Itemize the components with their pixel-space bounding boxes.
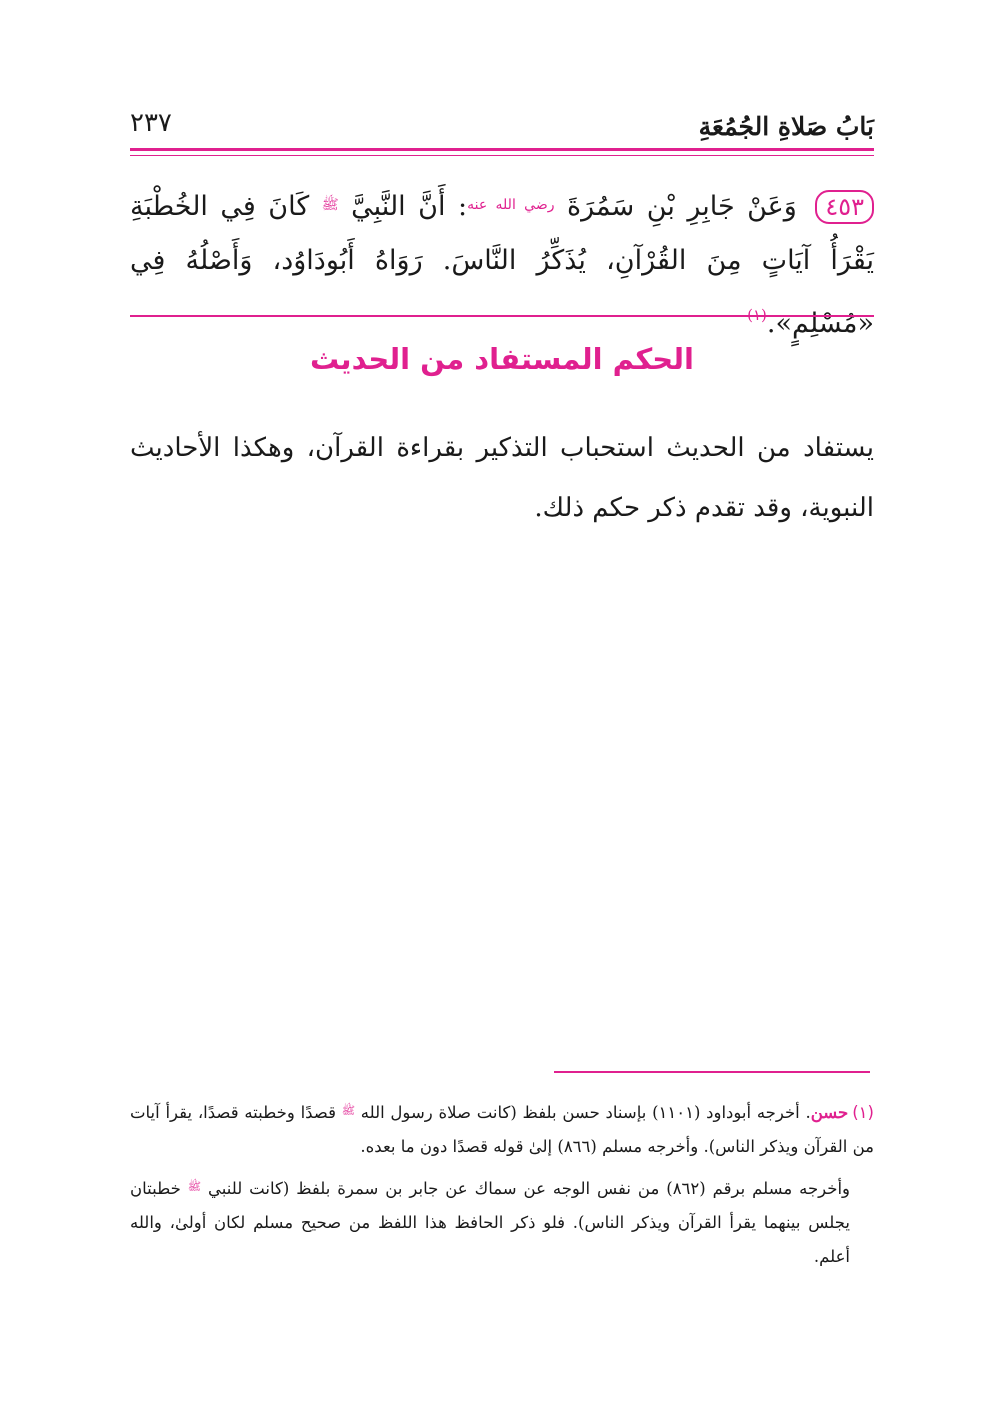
- hadith-text-part1: وَعَنْ جَابِرِ بْنِ سَمُرَةَ: [567, 191, 797, 222]
- hadith-text-part3: كَانَ فِي الخُطْبَةِ يَقْرَأُ آيَاتٍ مِنَ القُرْآنِ، يُذَكِّرُ النَّاسَ. رَوَاهُ أَبُودَاوُد، وَأَصْلُهُ فِي: [130, 191, 874, 276]
- chapter-title: بَابُ صَلاةِ الجُمُعَةِ: [698, 112, 874, 141]
- prophet-honorific-icon: ﷺ: [321, 197, 339, 213]
- footnote-reference[interactable]: (١): [747, 306, 767, 324]
- footnote-honorific-icon: ﷺ: [341, 1104, 356, 1117]
- footnote-text-2a: وأخرجه مسلم برقم (٨٦٢) من نفس الوجه عن سماك عن جابر بن سمرة بلفظ (كانت للنبي: [208, 1179, 851, 1198]
- footnotes: [130, 1094, 874, 1280]
- footnote-honorific-icon-2: ﷺ: [187, 1180, 202, 1193]
- page-number: ٢٣٧: [130, 108, 172, 138]
- footnote-text-1a: . أخرجه أبوداود (١١٠١) بإسناد حسن بلفظ (كانت صلاة رسول الله: [360, 1103, 811, 1122]
- companion-honorific-icon: رضي الله عنه: [467, 197, 555, 213]
- hadith-text-part2: : أَنَّ النَّبِيَّ: [351, 191, 468, 222]
- footnote-paragraph-2: [130, 1170, 874, 1274]
- header-rule-thick: [130, 148, 874, 151]
- header-rule-thin: [130, 155, 874, 156]
- footnote-text-1b: قصدًا وخطبته قصدًا، يقرأ آيات من القرآن ويذكر الناس). وأخرجه مسلم (٨٦٦) إلىٰ قوله قصدًا دون ما بعده.: [130, 1103, 874, 1156]
- hadith-number-badge: ٤٥٣: [815, 190, 874, 224]
- section-body: يستفاد من الحديث استحباب التذكير بقراءة القرآن، وهكذا الأحاديث النبوية، وقد تقدم ذكر حكم ذلك.: [130, 433, 874, 523]
- footnote-text-2b: خطبتان يجلس بينهما يقرأ القرآن ويذكر الناس). فلو ذكر الحافظ هذا اللفظ من صحيح مسلم لكان أولىٰ، والله أعلم.: [130, 1179, 850, 1266]
- page-header: [130, 104, 874, 148]
- footnote-paragraph-1: [130, 1094, 874, 1164]
- section-heading: الحكم المستفاد من الحديث: [309, 342, 694, 376]
- hadith-block: [130, 178, 874, 351]
- hadith-source: «مُسْلِمٍ»: [775, 308, 874, 339]
- hadith-divider: [130, 315, 874, 317]
- footnote-grade: حسن: [810, 1103, 849, 1122]
- hadith-end: .: [766, 308, 776, 339]
- footnote-separator: [554, 1071, 870, 1073]
- footnote-number: (١): [852, 1103, 874, 1122]
